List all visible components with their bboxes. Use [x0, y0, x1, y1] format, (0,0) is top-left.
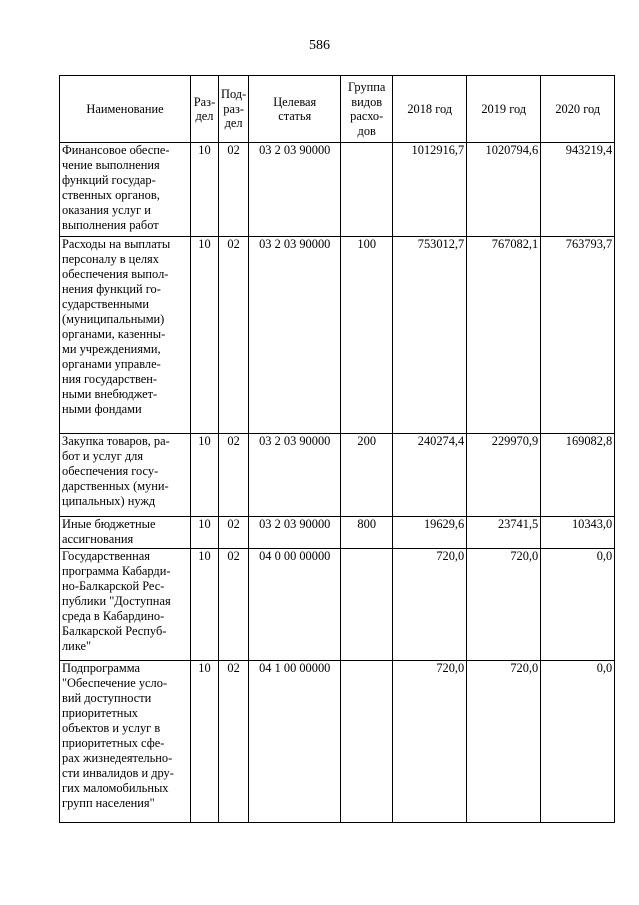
row-value-2019: 720,0 [467, 661, 541, 823]
row-razdel: 10 [191, 549, 219, 661]
row-target-article: 03 2 03 90000 [249, 143, 341, 237]
row-name: Расходы на выплаты персоналу в целях обеспечения выпол- нения функций го- сударственными (муниципальными) органами, казенны- ми учреждениями, органами управле- ния государствен- ными внебюджет- ными фондами [60, 237, 191, 434]
row-value-2020: 0,0 [541, 549, 615, 661]
row-podrazdel: 02 [219, 434, 249, 517]
header-podrazdel: Под- раз- дел [219, 76, 249, 143]
row-target-article: 04 1 00 00000 [249, 661, 341, 823]
budget-table [59, 75, 615, 823]
header-2020: 2020 год [541, 76, 615, 143]
table-row [60, 661, 615, 823]
row-value-2018: 753012,7 [393, 237, 467, 434]
row-razdel: 10 [191, 434, 219, 517]
row-value-2018: 720,0 [393, 661, 467, 823]
row-razdel: 10 [191, 517, 219, 549]
row-expense-group [341, 549, 393, 661]
row-value-2019: 767082,1 [467, 237, 541, 434]
header-2019: 2019 год [467, 76, 541, 143]
page-number: 586 [309, 38, 330, 53]
row-value-2020: 169082,8 [541, 434, 615, 517]
row-value-2018: 1012916,7 [393, 143, 467, 237]
row-value-2019: 1020794,6 [467, 143, 541, 237]
row-podrazdel: 02 [219, 143, 249, 237]
header-razdel: Раз- дел [191, 76, 219, 143]
row-value-2020: 10343,0 [541, 517, 615, 549]
row-target-article: 03 2 03 90000 [249, 237, 341, 434]
row-name: Закупка товаров, ра- бот и услуг для обеспечения госу- дарственных (муни- ципальных) нужд [60, 434, 191, 517]
table-row [60, 517, 615, 549]
table-row [60, 237, 615, 434]
row-value-2018: 720,0 [393, 549, 467, 661]
row-razdel: 10 [191, 661, 219, 823]
row-name: Подпрограмма "Обеспечение усло- вий доступности приоритетных объектов и услуг в приоритетных сфе- рах жизнедеятельно- сти инвалидов и дру- гих маломобильных групп населения" [60, 661, 191, 823]
row-name: Финансовое обеспе- чение выполнения функций государ- ственных органов, оказания услуг и выполнения работ [60, 143, 191, 237]
header-row [60, 76, 615, 143]
row-value-2020: 0,0 [541, 661, 615, 823]
row-expense-group [341, 661, 393, 823]
row-value-2020: 943219,4 [541, 143, 615, 237]
row-podrazdel: 02 [219, 517, 249, 549]
row-target-article: 03 2 03 90000 [249, 434, 341, 517]
header-2018: 2018 год [393, 76, 467, 143]
row-name: Иные бюджетные ассигнования [60, 517, 191, 549]
row-target-article: 04 0 00 00000 [249, 549, 341, 661]
row-value-2018: 240274,4 [393, 434, 467, 517]
row-name: Государственная программа Кабарди- но-Балкарской Рес- публики "Доступная среда в Кабардино- Балкарской Респуб- лике" [60, 549, 191, 661]
table-row [60, 143, 615, 237]
row-target-article: 03 2 03 90000 [249, 517, 341, 549]
row-razdel: 10 [191, 143, 219, 237]
table-row [60, 434, 615, 517]
row-razdel: 10 [191, 237, 219, 434]
row-value-2018: 19629,6 [393, 517, 467, 549]
table-row [60, 549, 615, 661]
row-expense-group: 100 [341, 237, 393, 434]
row-value-2020: 763793,7 [541, 237, 615, 434]
row-expense-group: 200 [341, 434, 393, 517]
row-value-2019: 23741,5 [467, 517, 541, 549]
row-value-2019: 720,0 [467, 549, 541, 661]
header-expense-group: Группа видов расхо- дов [341, 76, 393, 143]
row-expense-group: 800 [341, 517, 393, 549]
header-name: Наименование [60, 76, 191, 143]
row-value-2019: 229970,9 [467, 434, 541, 517]
header-target-article: Целевая статья [249, 76, 341, 143]
row-podrazdel: 02 [219, 549, 249, 661]
row-expense-group [341, 143, 393, 237]
row-podrazdel: 02 [219, 661, 249, 823]
row-podrazdel: 02 [219, 237, 249, 434]
